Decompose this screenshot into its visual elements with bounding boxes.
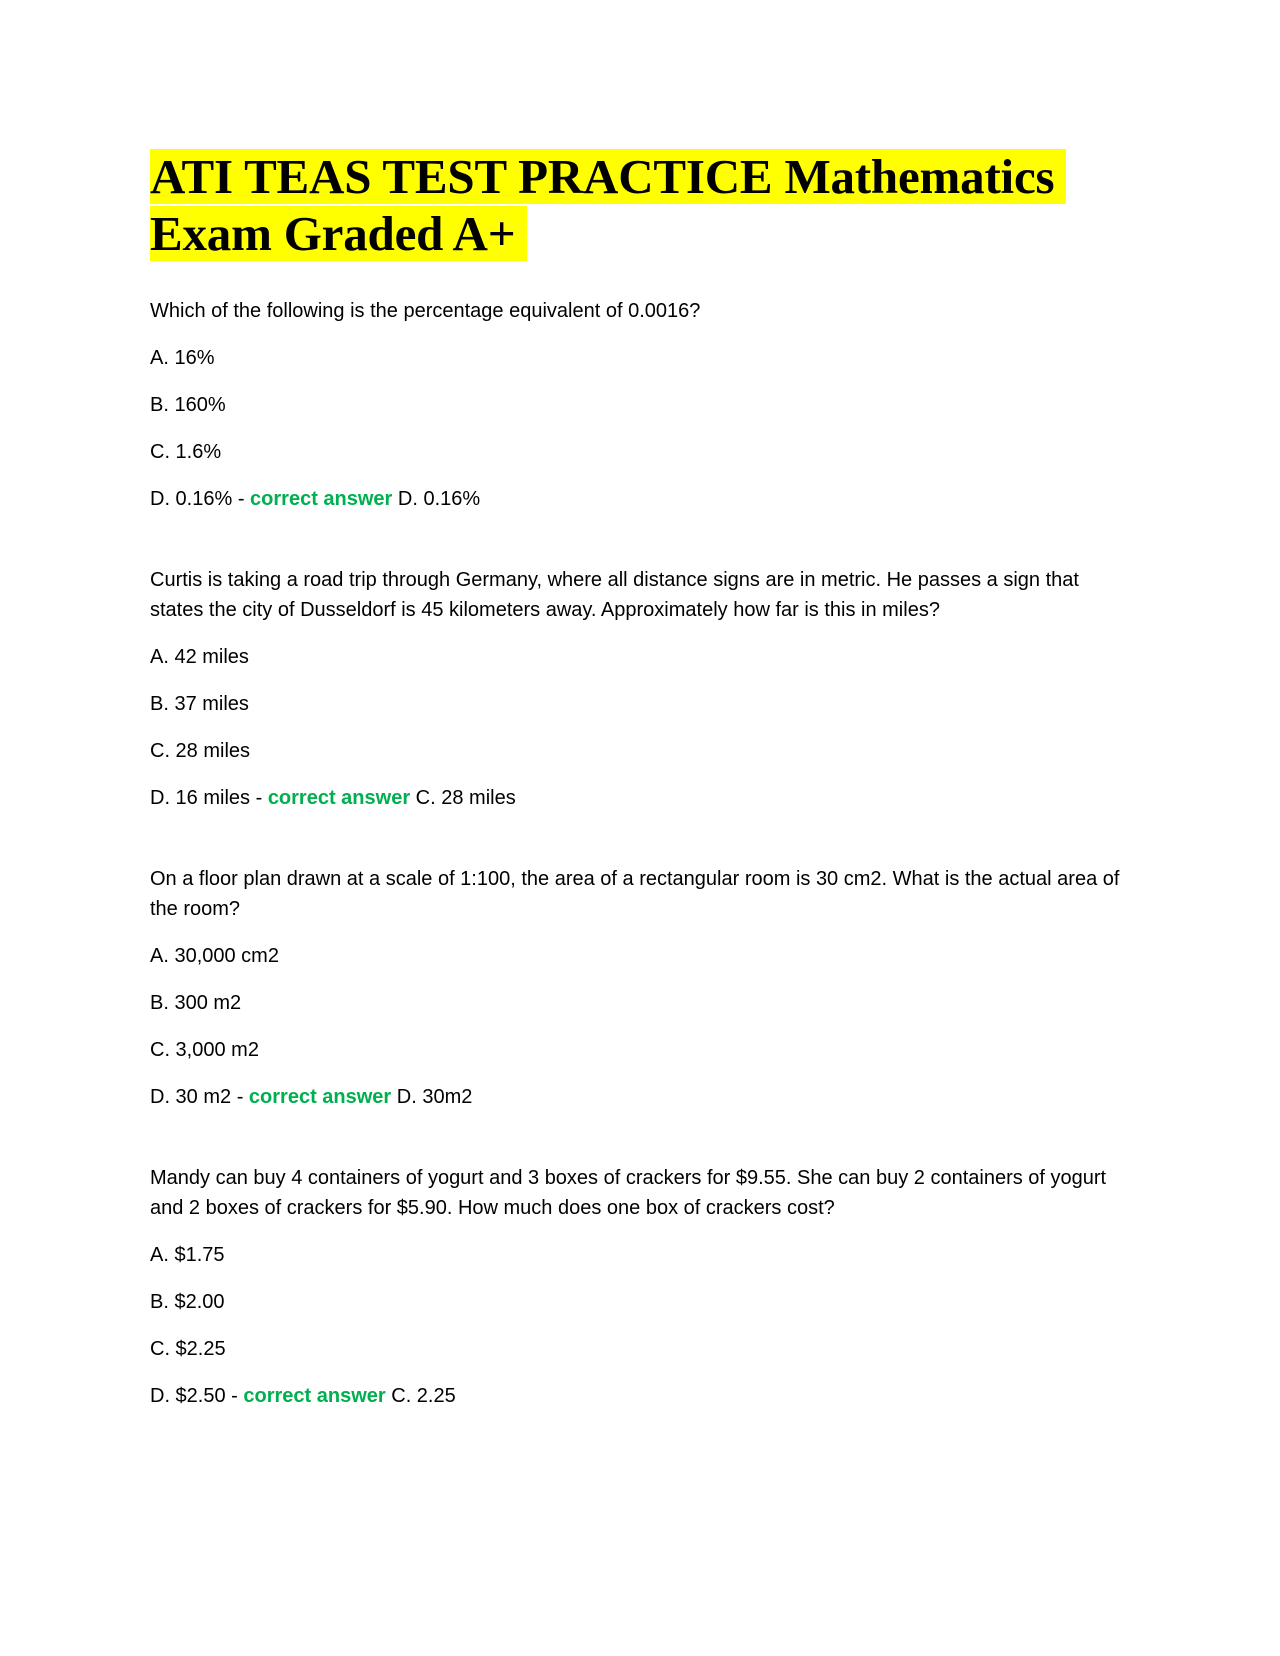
- answer-option: A. 42 miles: [150, 646, 249, 668]
- title-line-1: ATI TEAS TEST PRACTICE Mathematics: [150, 149, 1055, 204]
- answer-option: B. 300 m2: [150, 992, 242, 1014]
- correct-answer-label: correct answer: [248, 1086, 392, 1108]
- correct-answer-label: correct answer: [243, 1385, 386, 1407]
- answer-option: B. $2.00: [150, 1291, 225, 1313]
- answer-option: A. 16%: [150, 347, 215, 369]
- document-title: [150, 148, 1135, 262]
- answer-option: C. $2.25: [150, 1338, 226, 1360]
- title-line-2: Exam Graded A+: [150, 206, 516, 261]
- correct-answer-value: D. 30m2: [396, 1086, 473, 1108]
- answer-option-text: D. 0.16% -: [150, 488, 245, 510]
- question-text: Which of the following is the percentage equivalent of 0.0016?: [150, 300, 701, 322]
- answer-option-text: D. 16 miles -: [150, 787, 263, 809]
- question-block: [150, 296, 1135, 514]
- correct-answer-value: C. 28 miles: [415, 787, 516, 809]
- answer-option: C. 3,000 m2: [150, 1039, 259, 1061]
- answer-option-text: D. 30 m2 -: [150, 1086, 244, 1108]
- answer-option-with-key: [150, 1381, 1135, 1411]
- question-text: Curtis is taking a road trip through Germany, where all distance signs are in metric. He passes a sign that states the city of Dusseldorf is 45 kilometers away. Approximately how far is this in miles?: [150, 569, 1079, 621]
- title-highlight: [150, 149, 1066, 261]
- answer-option-text: D. $2.50 -: [150, 1385, 238, 1407]
- question-block: [150, 565, 1135, 813]
- question-text: On a floor plan drawn at a scale of 1:100, the area of a rectangular room is 30 cm2. What is the actual area of the room?: [150, 868, 1120, 920]
- question-block: [150, 864, 1135, 1112]
- answer-option: A. 30,000 cm2: [150, 945, 279, 967]
- answer-option-with-key: [150, 484, 1135, 514]
- correct-answer-label: correct answer: [267, 787, 411, 809]
- answer-option: B. 37 miles: [150, 693, 249, 715]
- answer-option-with-key: [150, 783, 1135, 813]
- question-block: [150, 1163, 1135, 1411]
- correct-answer-label: correct answer: [250, 488, 393, 510]
- answer-option: B. 160%: [150, 394, 226, 416]
- answer-option: C. 1.6%: [150, 441, 222, 463]
- answer-option: C. 28 miles: [150, 740, 251, 762]
- answer-option: A. $1.75: [150, 1244, 225, 1266]
- correct-answer-value: C. 2.25: [391, 1385, 456, 1407]
- document-page: [150, 148, 1135, 1462]
- answer-option-with-key: [150, 1082, 1135, 1112]
- correct-answer-value: D. 0.16%: [397, 488, 481, 510]
- question-text: Mandy can buy 4 containers of yogurt and 3 boxes of crackers for $9.55. She can buy 2 containers of yogurt and 2 boxes of crackers for $5.90. How much does one box of crackers cost?: [150, 1167, 1107, 1219]
